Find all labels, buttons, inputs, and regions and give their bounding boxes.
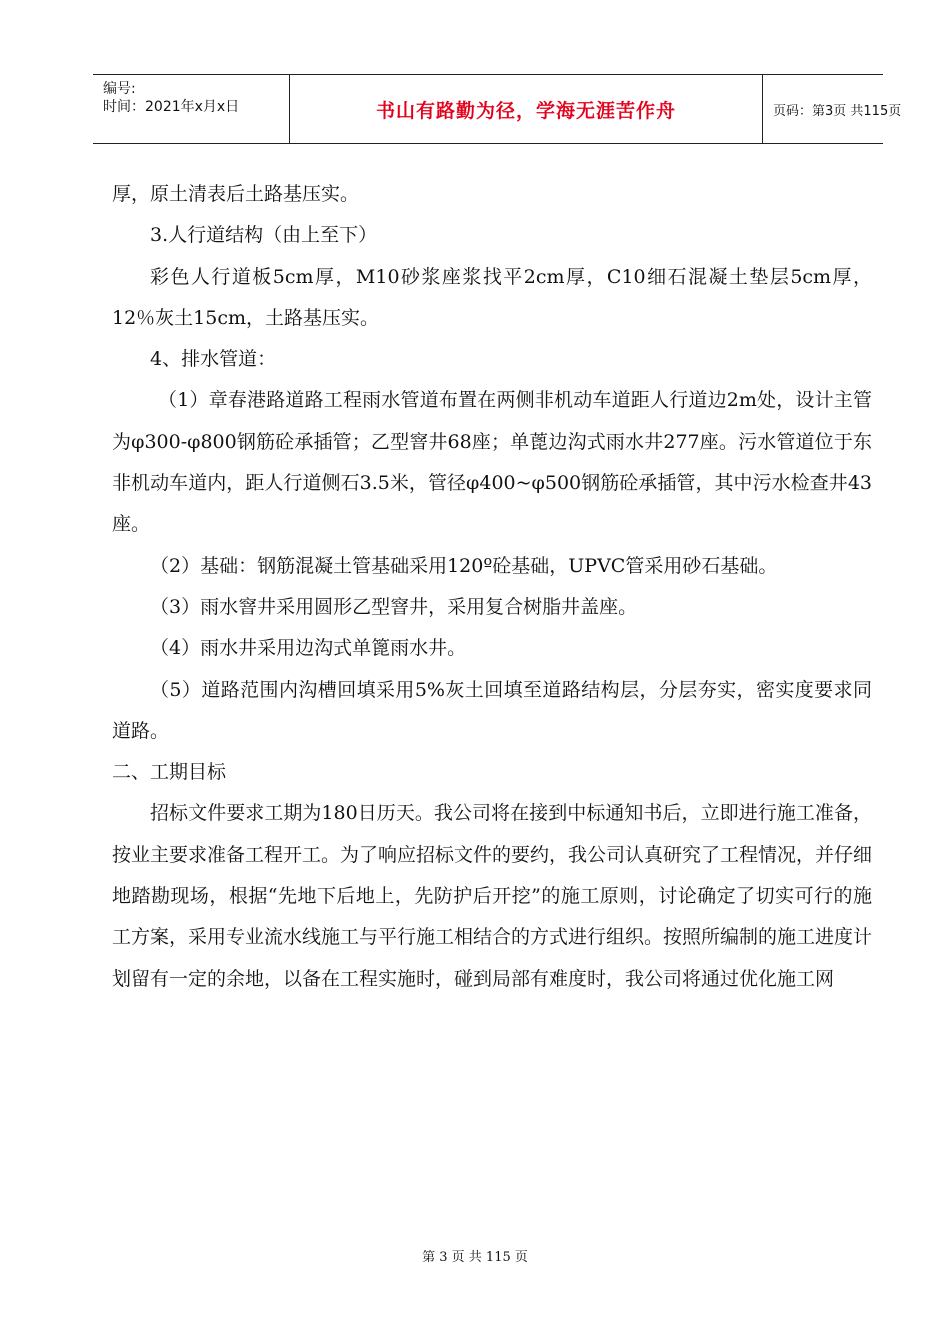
header-motto: 书山有路勤为径，学海无涯苦作舟 (289, 75, 763, 143)
header-page-label: 页码：第3页 共115页 (773, 103, 902, 119)
section-heading: 4、排水管道： (150, 348, 277, 371)
section-heading: 3.人行道结构（由上至下） (150, 224, 378, 247)
paragraph: 彩色人行道板5cm厚，M10砂浆座浆找平2cm厚，C10细石混凝土垫层5cm厚，12％灰土15cm，土路基压实。 (112, 265, 872, 329)
header-meta (93, 75, 289, 143)
paragraph: （5）道路范围内沟槽回填采用5%灰土回填至道路结构层，分层夯实，密实度要求同道路。 (112, 678, 872, 742)
paragraph: （1）章春港路道路工程雨水管道布置在两侧非机动车道距人行道边2m处，设计主管为φ300-φ800钢筋砼承插管；乙型窨井68座；单蓖边沟式雨水井277座。污水管道位于东非机动车道内，距人行道侧石3.5米，管径φ400~φ500钢筋砼承插管，其中污水检查井43座。 (112, 389, 872, 536)
paragraph: （2）基础：钢筋混凝土管基础采用120º砼基础，UPVC管采用砂石基础。 (150, 554, 778, 577)
document-time-label: 时间：2021年x月x日 (103, 99, 240, 115)
paragraph: 厚，原土清表后土路基压实。 (112, 183, 360, 205)
section-heading: 二、工期目标 (112, 761, 227, 784)
paragraph: 招标文件要求工期为180日历天。我公司将在接到中标通知书后，立即进行施工准备，按业主要求准备工程开工。为了响应招标文件的要约，我公司认真研究了工程情况，并仔细地踏勘现场，根据“先地下后地上，先防护后开挖”的施工原则，讨论确定了切实可行的施工方案，采用专业流水线施工与平行施工相结合的方式进行组织。按照所编制的施工进度计划留有一定的余地，以备在工程实施时，碰到局部有难度时，我公司将通过优化施工网 (112, 802, 873, 990)
document-body (112, 174, 872, 1000)
page-footer: 第 3 页 共 115 页 (422, 1250, 528, 1265)
document-number-label: 编号: (103, 81, 136, 97)
paragraph: （4）雨水井采用边沟式单篦雨水井。 (150, 637, 467, 660)
page-header (93, 74, 902, 144)
paragraph: （3）雨水窨井采用圆形乙型窨井，采用复合树脂井盖座。 (150, 595, 638, 618)
